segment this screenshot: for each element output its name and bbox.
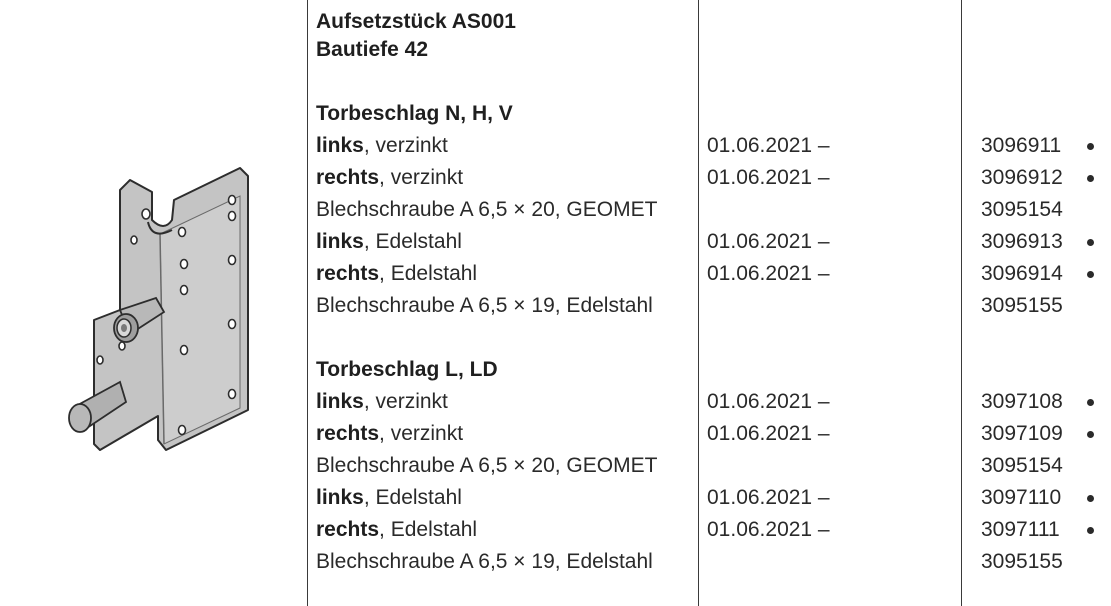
bullet-icon xyxy=(1087,431,1094,438)
material-label: , verzinkt xyxy=(363,390,448,413)
screw-label: Blechschraube A 6,5 × 19, Edelstahl xyxy=(316,550,653,573)
side-label: links xyxy=(316,486,364,509)
screw-label: Blechschraube A 6,5 × 20, GEOMET xyxy=(316,454,658,477)
list-item xyxy=(316,547,653,577)
column-divider-middle xyxy=(698,0,699,606)
bullet-icon xyxy=(1087,175,1094,182)
date-value: 01.06.2021 – xyxy=(707,390,830,413)
date-value: 01.06.2021 – xyxy=(707,486,830,509)
article-number: 3095154 xyxy=(981,198,1063,221)
list-item xyxy=(316,131,448,161)
article-number: 3096911 xyxy=(981,134,1062,157)
article-number: 3096912 xyxy=(981,166,1063,189)
product-title: Aufsetzstück AS001 xyxy=(316,10,516,33)
article-number: 3096913 xyxy=(981,230,1063,253)
list-item xyxy=(316,483,462,513)
section-heading-nhv: Torbeschlag N, H, V xyxy=(316,102,513,125)
bullet-icon xyxy=(1087,239,1094,246)
bullet-icon xyxy=(1087,271,1094,278)
side-label: rechts xyxy=(316,262,380,285)
product-subtitle: Bautiefe 42 xyxy=(316,38,429,61)
bullet-icon xyxy=(1087,399,1094,406)
date-value: 01.06.2021 – xyxy=(707,262,830,285)
list-item xyxy=(316,227,462,257)
date-value: 01.06.2021 – xyxy=(707,422,830,445)
article-number: 3095154 xyxy=(981,454,1063,477)
list-item xyxy=(316,515,477,545)
bracket-part-illustration xyxy=(60,160,260,460)
material-label: , Edelstahl xyxy=(379,518,478,541)
material-label: , verzinkt xyxy=(379,166,464,189)
column-divider-left xyxy=(307,0,308,606)
side-label: rechts xyxy=(316,518,380,541)
material-label: , verzinkt xyxy=(363,134,448,157)
material-label: , verzinkt xyxy=(379,422,464,445)
article-number: 3095155 xyxy=(981,550,1063,573)
list-item xyxy=(316,259,477,289)
article-number: 3095155 xyxy=(981,294,1063,317)
side-label: rechts xyxy=(316,166,380,189)
bullet-icon xyxy=(1087,495,1094,502)
date-value: 01.06.2021 – xyxy=(707,230,830,253)
list-item xyxy=(316,451,657,481)
list-item xyxy=(316,163,463,193)
bullet-icon xyxy=(1087,527,1094,534)
article-number: 3096914 xyxy=(981,262,1063,285)
screw-label: Blechschraube A 6,5 × 19, Edelstahl xyxy=(316,294,653,317)
side-label: links xyxy=(316,390,364,413)
section-heading-lld: Torbeschlag L, LD xyxy=(316,358,498,381)
article-number: 3097111 xyxy=(981,518,1060,541)
side-label: rechts xyxy=(316,422,380,445)
material-label: , Edelstahl xyxy=(379,262,478,285)
side-label: links xyxy=(316,134,364,157)
list-item xyxy=(316,387,448,417)
screw-label: Blechschraube A 6,5 × 20, GEOMET xyxy=(316,198,658,221)
column-divider-right xyxy=(961,0,962,606)
article-number: 3097109 xyxy=(981,422,1063,445)
material-label: , Edelstahl xyxy=(363,486,462,509)
date-value: 01.06.2021 – xyxy=(707,134,830,157)
list-item xyxy=(316,195,657,225)
article-number: 3097108 xyxy=(981,390,1063,413)
list-item xyxy=(316,419,463,449)
bullet-icon xyxy=(1087,143,1094,150)
date-value: 01.06.2021 – xyxy=(707,518,830,541)
list-item xyxy=(316,291,653,321)
material-label: , Edelstahl xyxy=(363,230,462,253)
side-label: links xyxy=(316,230,364,253)
article-number: 3097110 xyxy=(981,486,1062,509)
date-value: 01.06.2021 – xyxy=(707,166,830,189)
